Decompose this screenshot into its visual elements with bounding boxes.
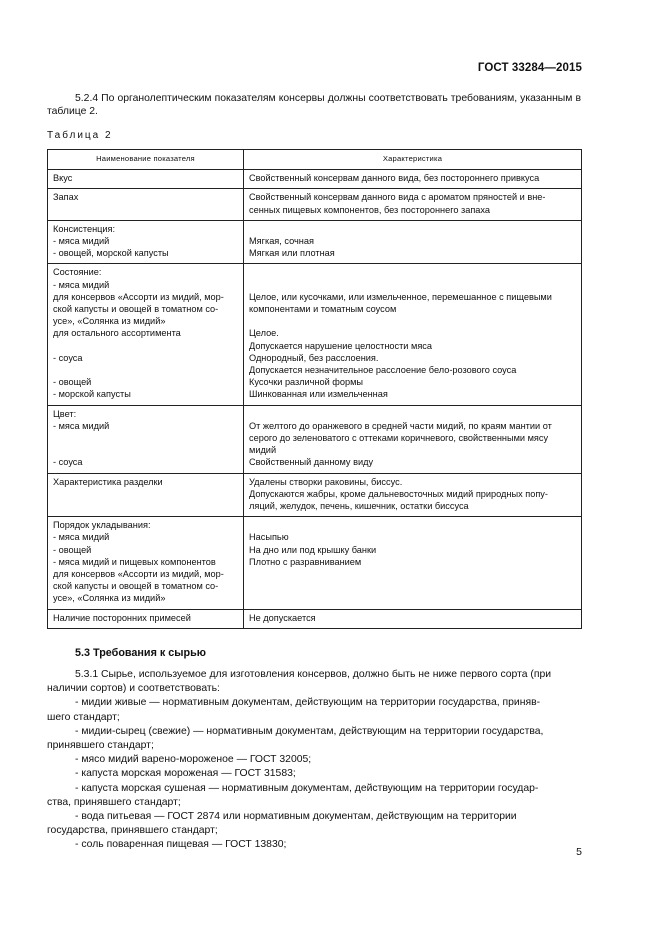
cell-line: Вкус bbox=[53, 173, 73, 184]
cell-line: Не допускается bbox=[249, 612, 316, 623]
table-row bbox=[48, 473, 582, 517]
cell-line: сенных пищевых компонентов, без постороннего запаха bbox=[249, 204, 491, 215]
cell-line: компонентами и томатным соусом bbox=[249, 304, 397, 314]
cell-line bbox=[249, 279, 576, 291]
characteristic-cell bbox=[244, 220, 582, 264]
cell-line bbox=[249, 315, 576, 327]
table-row bbox=[48, 220, 582, 264]
cell-line bbox=[53, 444, 238, 456]
cell-line bbox=[53, 432, 238, 444]
section-line: принявшего стандарт; bbox=[47, 740, 154, 752]
cell-line: Допускается незначительное расслоение бело-розового соуса bbox=[249, 365, 517, 375]
cell-line: для консервов «Ассорти из мидий, мор- bbox=[53, 291, 224, 302]
cell-line: - мяса мидий bbox=[53, 532, 110, 543]
table-row bbox=[48, 405, 582, 473]
indicator-name-cell bbox=[48, 473, 244, 517]
section-line: шего стандарт; bbox=[47, 711, 120, 723]
section-line: - мидии живые — нормативным документам, действующим на территории государства, приняв- bbox=[75, 697, 541, 709]
cell-line: Допускается нарушение целостности мяса bbox=[249, 340, 432, 351]
cell-line: - соуса bbox=[53, 352, 83, 363]
cell-line: - соуса bbox=[53, 457, 83, 468]
cell-line bbox=[53, 364, 238, 376]
page-number: 5 bbox=[576, 846, 582, 858]
cell-line: - мяса мидий bbox=[53, 279, 110, 290]
cell-line: ляций, желудок, печень, кишечник, остатки биссуса bbox=[249, 501, 469, 512]
cell-line: Шинкованная или измельченная bbox=[249, 389, 388, 400]
indicator-name-cell bbox=[48, 220, 244, 264]
section-line: - капуста морская сушеная — нормативным документам, действующим на территории государ- bbox=[75, 782, 539, 794]
section-title: 5.3 Требования к сырью bbox=[75, 647, 206, 659]
cell-line: - овощей, морской капусты bbox=[53, 248, 169, 259]
cell-line: Свойственный данному виду bbox=[249, 457, 374, 468]
indicator-name-cell bbox=[48, 264, 244, 405]
cell-line: Цвет: bbox=[53, 408, 77, 419]
section-line: - вода питьевая — ГОСТ 2874 или нормативным документам, действующим на территории bbox=[75, 811, 517, 823]
characteristic-cell bbox=[244, 517, 582, 609]
cell-line bbox=[53, 340, 238, 352]
section-line: 5.3.1 Сырье, используемое для изготовления консервов, должно быть не ниже первого сорта (при bbox=[75, 669, 552, 680]
cell-line bbox=[249, 519, 576, 531]
section-line: - мидии-сырец (свежие) — нормативным документам, действующим на территории государства, bbox=[75, 725, 544, 737]
table-row bbox=[48, 189, 582, 220]
indicator-name-cell bbox=[48, 405, 244, 473]
cell-line: На дно или под крышку банки bbox=[249, 544, 377, 555]
cell-line: - мяса мидий и пищевых компонентов bbox=[53, 556, 216, 567]
cell-line: ской капусты и овощей в томатном со- bbox=[53, 581, 219, 592]
cell-line: усе», «Солянка из мидий» bbox=[53, 593, 166, 604]
table-row bbox=[48, 609, 582, 628]
cell-line: Свойственный консервам данного вида, без постороннего привкуса bbox=[249, 173, 540, 184]
section-line: государства, принявшего стандарт; bbox=[47, 825, 218, 837]
cell-line: Консистенция: bbox=[53, 223, 116, 234]
table-row bbox=[48, 264, 582, 405]
cell-line: Состояние: bbox=[53, 267, 102, 278]
cell-line: Удалены створки раковины, биссус. bbox=[249, 476, 403, 487]
cell-line: Допускаются жабры, кроме дальневосточных мидий природных попу- bbox=[249, 488, 548, 499]
table-caption: Таблица 2 bbox=[47, 130, 113, 141]
cell-line: мидий bbox=[249, 445, 277, 456]
indicator-name-cell bbox=[48, 189, 244, 220]
indicator-name-cell bbox=[48, 609, 244, 628]
cell-line: для остального ассортимента bbox=[53, 328, 181, 339]
cell-line: серого до зеленоватого с оттеками коричневого, свойственными мясу bbox=[249, 433, 549, 444]
characteristic-cell bbox=[244, 609, 582, 628]
cell-line: - мяса мидий bbox=[53, 236, 110, 247]
cell-line bbox=[249, 408, 576, 420]
table-row bbox=[48, 170, 582, 189]
cell-line: - мяса мидий bbox=[53, 420, 110, 431]
section-line: - мясо мидий варено-мороженое — ГОСТ 32005; bbox=[75, 754, 312, 766]
cell-line: Кусочки различной формы bbox=[249, 377, 364, 388]
characteristic-cell bbox=[244, 405, 582, 473]
section-body bbox=[47, 668, 581, 853]
cell-line: Мягкая или плотная bbox=[249, 248, 335, 259]
section-line: ства, принявшего стандарт; bbox=[47, 796, 181, 808]
cell-line: Наличие посторонних примесей bbox=[53, 612, 191, 623]
cell-line: - овощей bbox=[53, 544, 92, 555]
cell-line: Характеристика разделки bbox=[53, 476, 163, 487]
section-line: - капуста морская мороженая — ГОСТ 31583; bbox=[75, 768, 296, 780]
cell-line: Свойственный консервам данного вида с ароматом пряностей и вне- bbox=[249, 192, 546, 203]
cell-line: - морской капусты bbox=[53, 389, 131, 400]
cell-line: Целое, или кусочками, или измельченное, перемешанное с пищевыми bbox=[249, 291, 552, 302]
cell-line bbox=[249, 266, 576, 278]
cell-line: Насыпью bbox=[249, 532, 289, 543]
cell-line: - овощей bbox=[53, 377, 92, 388]
cell-line: Запах bbox=[53, 192, 79, 203]
section-line: наличии сортов) и соответствовать: bbox=[47, 683, 220, 695]
characteristic-cell bbox=[244, 170, 582, 189]
cell-line: От желтого до оранжевого в средней части мидий, по краям мантии от bbox=[249, 420, 552, 431]
cell-line: ской капусты и овощей в томатном со- bbox=[53, 304, 219, 315]
table-row bbox=[48, 517, 582, 609]
cell-line: Мягкая, сочная bbox=[249, 236, 314, 246]
cell-line: Целое. bbox=[249, 328, 279, 339]
requirements-table bbox=[47, 149, 582, 629]
cell-line bbox=[249, 223, 576, 235]
column-header-name: Наименование показателя bbox=[48, 150, 244, 170]
standard-code: ГОСТ 33284—2015 bbox=[477, 62, 582, 74]
cell-line: Плотно с разравниванием bbox=[249, 556, 362, 567]
table-header-row bbox=[48, 150, 582, 170]
indicator-name-cell bbox=[48, 517, 244, 609]
column-header-characteristic: Характеристика bbox=[244, 150, 582, 170]
cell-line: усе», «Солянка из мидий» bbox=[53, 316, 166, 327]
characteristic-cell bbox=[244, 189, 582, 220]
characteristic-cell bbox=[244, 473, 582, 517]
indicator-name-cell bbox=[48, 170, 244, 189]
intro-paragraph: 5.2.4 По органолептическим показателям консервы должны соответствовать требованиям, указанным в таблице 2. bbox=[47, 93, 581, 117]
table-body bbox=[48, 170, 582, 629]
cell-line: Однородный, без расслоения. bbox=[249, 352, 379, 363]
section-line: - соль поваренная пищевая — ГОСТ 13830; bbox=[75, 839, 287, 851]
cell-line: Порядок укладывания: bbox=[53, 520, 151, 531]
characteristic-cell bbox=[244, 264, 582, 405]
cell-line: для консервов «Ассорти из мидий, мор- bbox=[53, 569, 224, 580]
